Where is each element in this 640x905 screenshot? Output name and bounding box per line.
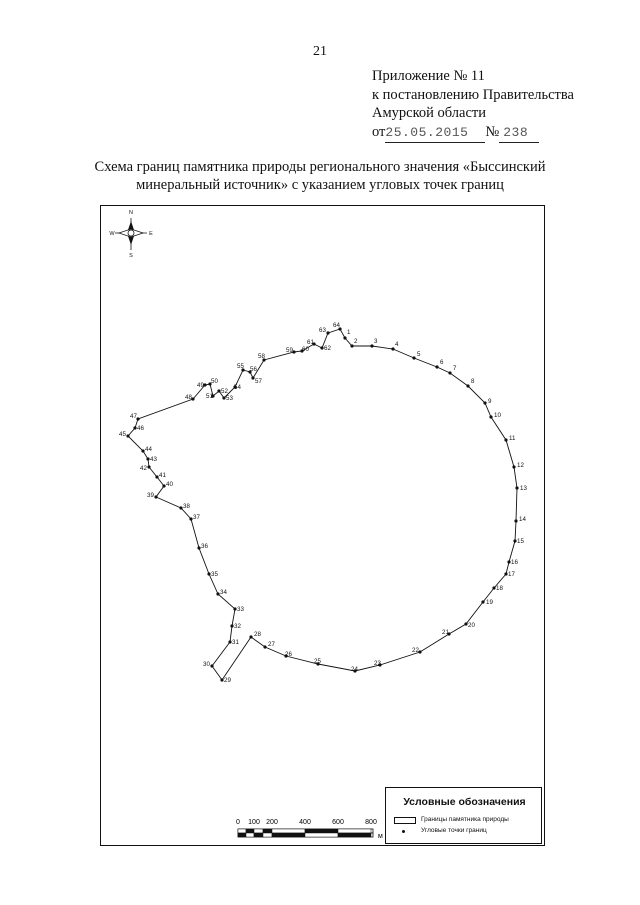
corner-point-label-64: 64	[333, 322, 340, 329]
legend	[385, 787, 542, 844]
corner-point-label-11: 11	[509, 435, 516, 442]
corner-point-label-34: 34	[220, 589, 227, 596]
appendix-line-3: Амурской области	[372, 105, 486, 121]
page-number: 21	[313, 44, 327, 59]
corner-point-label-6: 6	[440, 359, 444, 366]
corner-point-label-22: 22	[412, 647, 419, 654]
corner-point-label-41: 41	[159, 472, 166, 479]
number-value: 238	[503, 125, 529, 140]
corner-point-9	[483, 401, 486, 404]
scale-block-bottom-3	[263, 833, 272, 837]
corner-point-label-8: 8	[471, 378, 475, 385]
corner-point-label-58: 58	[258, 353, 265, 360]
corner-point-label-42: 42	[140, 465, 147, 472]
scale-block-bottom-2	[254, 833, 263, 837]
corner-point-label-17: 17	[508, 571, 515, 578]
corner-point-label-39: 39	[147, 492, 154, 499]
corner-point-label-46: 46	[137, 425, 144, 432]
corner-point-label-23: 23	[374, 660, 381, 667]
legend-points-label: Угловые точки границ	[421, 827, 487, 834]
corner-point-8	[466, 384, 469, 387]
corner-point-label-25: 25	[314, 658, 321, 665]
corner-point-label-36: 36	[201, 543, 208, 550]
corner-point-7	[448, 371, 451, 374]
corner-point-label-44: 44	[145, 446, 152, 453]
corner-point-label-32: 32	[234, 623, 241, 630]
corner-point-label-7: 7	[453, 365, 457, 372]
corner-point-label-53: 53	[226, 395, 233, 402]
compass-n: N	[129, 210, 133, 216]
corner-point-13	[515, 486, 518, 489]
appendix-line-1: Приложение № 11	[372, 68, 485, 84]
corner-point-label-43: 43	[150, 456, 157, 463]
scale-block-top-4	[272, 829, 305, 833]
corner-point-label-55: 55	[237, 363, 244, 370]
corner-point-label-56: 56	[250, 366, 257, 373]
corner-point-10	[489, 415, 492, 418]
corner-point-label-30: 30	[203, 661, 210, 668]
map-title-line-1: Схема границ памятника природы регионального значения «Быссинский	[94, 159, 546, 175]
corner-point-label-62: 62	[324, 345, 331, 352]
corner-point-label-48: 48	[185, 394, 192, 401]
corner-point-label-13: 13	[520, 485, 527, 492]
corner-point-5	[412, 356, 415, 359]
corner-point-label-14: 14	[519, 516, 526, 523]
corner-point-label-27: 27	[268, 641, 275, 648]
corner-point-19	[481, 600, 484, 603]
corner-point-6	[435, 365, 438, 368]
corner-point-label-59: 59	[286, 347, 293, 354]
corner-point-label-31: 31	[232, 639, 239, 646]
corner-point-label-51: 51	[206, 393, 213, 400]
number-prefix: №	[485, 124, 500, 140]
corner-point-label-52: 52	[221, 388, 228, 395]
corner-points	[119, 322, 527, 684]
scale-block-top-3	[263, 829, 272, 833]
boundary-swatch-icon	[394, 817, 416, 824]
corner-point-label-61: 61	[307, 339, 314, 346]
corner-point-label-29: 29	[224, 677, 231, 684]
corner-point-label-18: 18	[496, 585, 503, 592]
corner-point-label-57: 57	[255, 378, 262, 385]
corner-point-label-2: 2	[354, 338, 358, 345]
scale-bar	[236, 819, 383, 840]
compass-rose	[109, 210, 153, 259]
corner-point-label-37: 37	[193, 514, 200, 521]
corner-point-label-21: 21	[442, 629, 449, 636]
scale-unit: м	[378, 833, 383, 840]
corner-point-label-47: 47	[130, 413, 137, 420]
legend-title: Условные обозначения	[403, 796, 526, 808]
corner-point-label-3: 3	[374, 338, 378, 345]
map-title-line-2: минеральный источник» с указанием угловых точек границ	[136, 177, 504, 193]
corner-point-11	[504, 438, 507, 441]
scale-block-top-2	[254, 829, 263, 833]
compass-w: W	[109, 231, 115, 237]
scale-label-200: 200	[266, 819, 278, 826]
corner-point-label-15: 15	[517, 538, 524, 545]
corner-point-label-12: 12	[517, 462, 524, 469]
corner-point-label-50: 50	[211, 378, 218, 385]
corner-point-42	[147, 465, 150, 468]
scale-label-400: 400	[299, 819, 311, 826]
scale-label-800: 800	[365, 819, 377, 826]
corner-point-63	[326, 331, 329, 334]
scale-block-top-5	[305, 829, 338, 833]
point-swatch-icon	[402, 830, 405, 833]
corner-point-label-1: 1	[347, 329, 351, 336]
corner-point-30	[210, 664, 213, 667]
scale-block-bottom-1	[246, 833, 254, 837]
corner-point-28	[249, 635, 252, 638]
date-prefix: от	[372, 124, 386, 140]
corner-point-39	[154, 495, 157, 498]
corner-point-14	[514, 519, 517, 522]
scale-block-bottom-4	[272, 833, 305, 837]
scale-block-top-6	[338, 829, 371, 833]
corner-point-1	[343, 336, 346, 339]
corner-point-label-60: 60	[302, 346, 309, 353]
scale-block-bottom-5	[305, 833, 338, 837]
corner-point-label-24: 24	[351, 666, 358, 673]
corner-point-27	[263, 645, 266, 648]
legend-boundary-label: Границы памятника природы	[421, 816, 509, 823]
corner-point-label-63: 63	[319, 327, 326, 334]
corner-point-label-33: 33	[237, 606, 244, 613]
corner-point-label-10: 10	[494, 412, 501, 419]
scale-label-0: 0	[236, 819, 240, 826]
corner-point-label-28: 28	[254, 631, 261, 638]
corner-point-label-26: 26	[285, 651, 292, 658]
corner-point-label-35: 35	[211, 571, 218, 578]
compass-s: S	[129, 253, 133, 259]
corner-point-12	[512, 465, 515, 468]
corner-point-label-9: 9	[488, 398, 492, 405]
corner-point-label-20: 20	[468, 622, 475, 629]
corner-point-label-4: 4	[395, 341, 399, 348]
scale-block-bottom-0	[238, 833, 246, 837]
corner-point-45	[126, 434, 129, 437]
scale-label-100: 100	[248, 819, 260, 826]
corner-point-label-45: 45	[119, 431, 126, 438]
corner-point-label-49: 49	[197, 382, 204, 389]
scale-label-600: 600	[332, 819, 344, 826]
compass-e: E	[149, 231, 153, 237]
corner-point-label-38: 38	[183, 503, 190, 510]
scale-block-top-0	[238, 829, 246, 833]
corner-point-label-16: 16	[511, 559, 518, 566]
corner-point-label-40: 40	[166, 481, 173, 488]
corner-point-label-19: 19	[486, 599, 493, 606]
scale-block-bottom-6	[338, 833, 371, 837]
corner-point-label-54: 54	[234, 384, 241, 391]
date-value: 25.05.2015	[385, 125, 469, 140]
scale-block-top-1	[246, 829, 254, 833]
appendix-line-2: к постановлению Правительства	[372, 87, 574, 103]
corner-point-label-5: 5	[417, 351, 421, 358]
